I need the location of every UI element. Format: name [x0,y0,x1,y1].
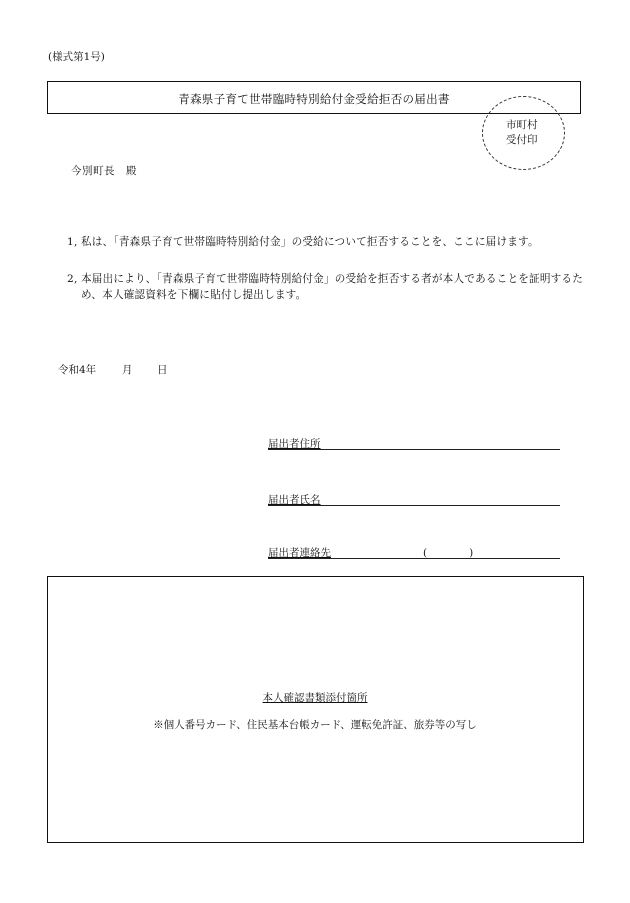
date-month: 月 [122,364,133,376]
statement-1-number: 1, [67,236,78,248]
address-input-line[interactable] [268,449,560,450]
addressee: 今別町長 殿 [71,165,137,177]
statement-2 [67,271,587,303]
statement-2-text: 本届出により、「青森県子育て世帯臨時特別給付金」の受給を拒否する者が本人であることを証明するため、本人確認資料を下欄に貼付し提出します。 [81,273,584,301]
statement-1-text: 私は、「青森県子育て世帯臨時特別給付金」の受給について拒否することを、ここに届けます。 [81,236,539,248]
name-input-line[interactable] [268,505,560,506]
address-label: 届出者住所 [268,438,321,450]
attachment-title: 本人確認書類添付箇所 [262,692,368,704]
contact-input-line[interactable] [268,558,560,559]
date-day: 日 [157,364,168,376]
id-attachment-area[interactable] [47,576,584,843]
date-era-year: 令和4年 [58,364,97,376]
contact-phone-paren: ( ) [423,547,474,559]
stamp-label-receipt: 受付印 [506,134,538,146]
stamp-label-municipality: 市町村 [506,119,538,131]
name-label: 届出者氏名 [268,494,321,506]
form-number: (様式第1号) [48,51,105,63]
contact-label: 届出者連絡先 [268,547,331,559]
statement-2-number: 2, [67,273,78,285]
attachment-note: ※個人番号カード、住民基本台帳カード、運転免許証、旅券等の写し [153,719,477,731]
document-title: 青森県子育て世帯臨時特別給付金受給拒否の届出書 [178,92,450,106]
statement-1 [67,234,587,250]
